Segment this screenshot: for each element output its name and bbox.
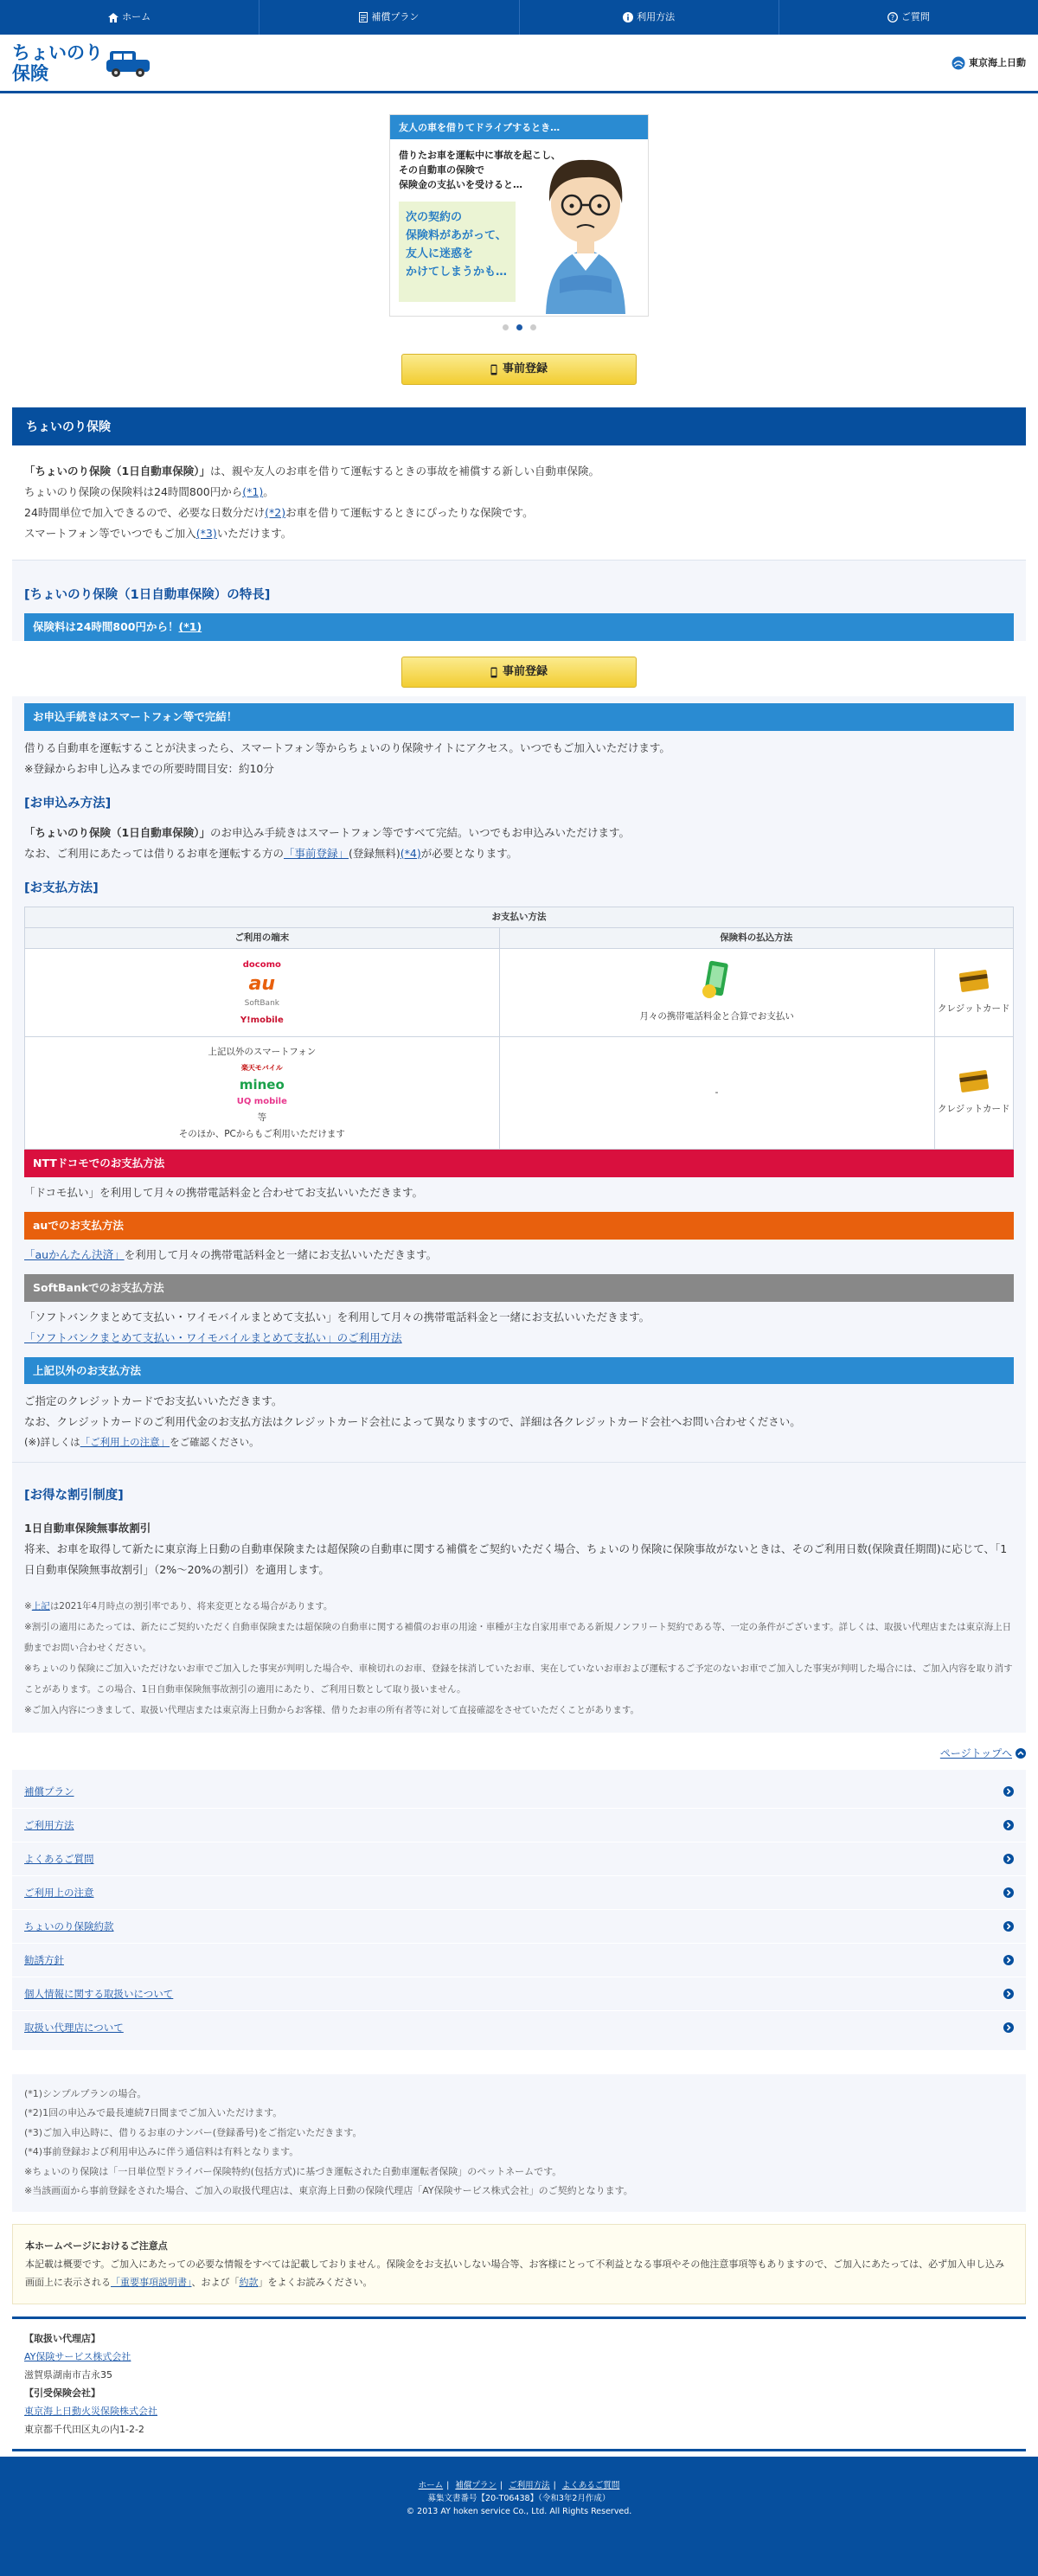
link-label[interactable]: 補償プラン <box>24 1785 74 1797</box>
intro-line: ちょいのり保険の保険料は24時間800円から <box>24 485 243 498</box>
slide-line: 友人に迷惑を <box>406 247 474 260</box>
important-matters-link[interactable]: 「重要事項説明書」 <box>111 2276 192 2288</box>
footnote: ※当該画面から事前登録をされた場合、ご加入の取扱代理店は、東京海上日動の保険代理店「AY保険サービス株式会社」のご契約となります。 <box>24 2185 633 2197</box>
insurer-address: 東京都千代田区丸の内1-2-2 <box>24 2423 144 2435</box>
discount-note: ※ご加入内容につきまして、取扱い代理店または東京海上日動からお客様、借りたお車の所有者等に対して直接確認をさせていただくことがあります。 <box>24 1704 640 1715</box>
discount-note: は2021年4月時点の割引率であり、将来変更となる場合があります。 <box>49 1600 333 1612</box>
link-label[interactable]: ちょいのり保険約款 <box>24 1919 114 1932</box>
features-section <box>12 561 1026 641</box>
footnote: (*3)ご加入申込時に、借りるお車のナンバー(登録番号)をご指定いただきます。 <box>24 2126 362 2138</box>
carousel-dot-active[interactable] <box>516 324 522 330</box>
table-header-method: 保険料の払込方法 <box>499 927 1013 948</box>
carousel-dot[interactable] <box>503 324 509 330</box>
other-pay-note: をご確認ください。 <box>170 1436 260 1449</box>
intro-line: は、親や友人のお車を借りて運転するときの事故を補償する新しい自動車保険。 <box>209 465 599 477</box>
apply-text: が必要となります。 <box>420 846 518 860</box>
link-label[interactable]: よくあるご質問 <box>24 1852 94 1865</box>
footnote-link-1[interactable]: (*1) <box>242 485 264 498</box>
link-label[interactable]: 勧誘方針 <box>24 1953 64 1966</box>
credit-card-icon <box>957 1068 991 1096</box>
main-section <box>12 407 1026 641</box>
link-item-agent[interactable] <box>12 2011 1026 2045</box>
logo-line2: 保険 <box>12 62 48 84</box>
slide-line: その自動車の保険で <box>399 164 484 176</box>
table-cell-na: - <box>499 1036 934 1149</box>
pre-register-button[interactable] <box>401 354 637 385</box>
features-title: [ちょいのり保険（1日自動車保険）の特長] <box>24 588 271 602</box>
footnote: (*4)事前登録および利用申込みに伴う通信料は有料となります。 <box>24 2146 299 2158</box>
discount-note: ※割引の適用にあたっては、新たにご契約いただく自動車保険または超保険の自動車に関する補償のお車の用途・車種が主な自家用車である新規ノンフリート契約である等、一定の条件がございます。詳しくは、取扱い代理店または東京海上日動までお問い合わせください。 <box>24 1621 1012 1653</box>
intro-line: 。 <box>263 485 274 498</box>
caution-box <box>12 2224 1026 2304</box>
discount-note: ※ちょいのり保険にご加入いただけないお車でご加入した事実が判明した場合や、車検切れのお車、登録を抹消していたお車、実在していないお車および運転するご予定のないお車でご加入した事実が判明した場合には、ご加入内容を取り消すことがあります。この場合、1日自動車保険無事故割引の適用にあたり、ご利用日数として取り扱いません。 <box>24 1663 1013 1695</box>
au-pay-link[interactable]: 「auかんたん決済」 <box>24 1247 125 1261</box>
feature-smartphone-bar: お申込手続きはスマートフォン等で完結！ <box>24 703 1014 731</box>
pagetop-label[interactable]: ページトップへ <box>939 1746 1012 1759</box>
worried-man-illustration <box>529 141 643 314</box>
slide-line: 借りたお車を運転中に事故を起こし、 <box>399 150 561 161</box>
svg-text:?: ? <box>890 14 894 22</box>
au-title: auでのお支払方法 <box>24 1212 1014 1240</box>
credit-card-text: クレジットカード <box>938 1104 1010 1115</box>
slide-line: 保険金の支払いを受けると… <box>399 179 522 190</box>
slide-heading: 友人の車を借りてドライブするとき… <box>390 115 648 139</box>
footer-links: ホーム | 補償プラン | ご利用方法 | よくあるご質問 <box>418 2481 620 2490</box>
terms-link[interactable]: 約款 <box>239 2276 259 2288</box>
carousel-slide[interactable] <box>389 114 649 317</box>
nav-faq-label: ご質問 <box>900 11 930 23</box>
nav-plan-label: 補償プラン <box>371 11 420 23</box>
etc-label: 等 <box>257 1112 267 1124</box>
table-header-device: ご利用の端末 <box>25 927 500 948</box>
apply-title: [お申込み方法] <box>24 797 112 811</box>
caution-text: 」をよくお読みください。 <box>258 2276 373 2288</box>
credit-card-icon <box>957 968 991 996</box>
softbank-title: SoftBankでのお支払方法 <box>24 1274 1014 1302</box>
apply-text: (登録無料) <box>349 846 400 860</box>
footnote: (*2)1回の申込みで最長連続7日間までご加入いただけます。 <box>24 2107 283 2119</box>
chevron-right-circle-icon <box>1003 1887 1014 1898</box>
au-text: を利用して月々の携帯電話料金と一緒にお支払いいただきます。 <box>124 1247 438 1261</box>
site-header <box>0 35 1038 93</box>
slide-line: 保険料があがって、 <box>406 229 507 242</box>
footnote: ※ちょいのり保険は「一日単位型ドライバー保険特約(包括方式)に基づき運転された自動車運転者保険」のペットネームです。 <box>24 2165 562 2177</box>
caution-title: 本ホームページにおけるご注意点 <box>25 2240 168 2252</box>
other-pay-title: 上記以外のお支払方法 <box>24 1357 1014 1385</box>
site-logo[interactable] <box>12 42 151 84</box>
intro-line: お車を借りて運転するときにぴったりな保険です。 <box>285 506 534 519</box>
discount-link[interactable]: 上記 <box>31 1600 50 1612</box>
feature-smartphone-text: 借りる自動車を運転することが決まったら、スマートフォン等からちょいのり保険サイトにアクセス。いつでもご加入いただけます。 <box>24 741 670 755</box>
footer-link-faq[interactable]: よくあるご質問 <box>561 2481 620 2490</box>
au-logo: au <box>248 972 276 995</box>
table-caption: お支払い方法 <box>25 907 1014 927</box>
link-item-plan[interactable] <box>12 1775 1026 1809</box>
logo-line1: ちょいのり <box>12 42 103 63</box>
chevron-right-circle-icon <box>1003 2022 1014 2033</box>
chevron-right-circle-icon <box>1003 1854 1014 1864</box>
slide-text-box <box>399 202 516 302</box>
footer-link-plan[interactable]: 補償プラン <box>455 2481 497 2490</box>
intro-line: スマートフォン等でいつでもご加入 <box>24 527 196 540</box>
chevron-right-circle-icon <box>1003 1989 1014 1999</box>
pay-title: [お支払方法] <box>24 881 99 895</box>
intro-text <box>12 445 1026 561</box>
footnotes <box>12 2074 1026 2212</box>
feature-price-text: 保険料は24時間800円から！ <box>33 620 179 634</box>
docomo-title: NTTドコモでのお支払方法 <box>24 1150 1014 1177</box>
copyright: © 2013 AY hoken service Co., Ltd. All Rights Reserved. <box>406 2507 632 2516</box>
agent-name-link[interactable]: AY保険サービス株式会社 <box>24 2350 131 2362</box>
product-name: 「ちょいのり保険（1日自動車保険）」 <box>24 825 210 839</box>
nav-usage-label: 利用方法 <box>637 11 676 23</box>
smartphone-icon <box>490 364 497 375</box>
link-item-policy[interactable] <box>12 1944 1026 1977</box>
main-section-2 <box>12 696 1026 1733</box>
link-label[interactable]: 取扱い代理店について <box>24 2022 124 2035</box>
pre-register-label: 事前登録 <box>502 362 548 375</box>
link-item-usage[interactable] <box>12 1809 1026 1842</box>
agent-heading: 【取扱い代理店】 <box>24 2332 100 2344</box>
softbank-logo: SoftBank <box>244 998 279 1008</box>
phone-coin-icon <box>702 960 733 1000</box>
arrow-up-circle-icon <box>1016 1748 1026 1759</box>
site-footer <box>0 2457 1038 2576</box>
hero-carousel <box>0 93 1038 385</box>
feature-price-bar <box>24 613 1014 641</box>
link-label[interactable]: ご利用方法 <box>24 1818 74 1831</box>
other-smartphone-label: 上記以外のスマートフォン <box>208 1046 317 1057</box>
softbank-text: 「ソフトバンクまとめて支払い・ワイモバイルまとめて支払い」を利用して月々の携帯電話料金と一緒にお支払いいただきます。 <box>24 1310 650 1323</box>
link-item-caution[interactable] <box>12 1876 1026 1910</box>
link-list <box>12 1770 1026 2050</box>
ymobile-logo: Y!mobile <box>240 1015 284 1025</box>
footnote-link-4[interactable]: (*4) <box>400 846 421 860</box>
footer-link-usage[interactable]: ご利用方法 <box>509 2481 550 2490</box>
top-nav <box>0 0 1038 35</box>
payment-table <box>24 907 1014 1150</box>
insurer-heading: 【引受保険会社】 <box>24 2387 100 2399</box>
footnote-link-1b[interactable]: (*1) <box>178 620 202 634</box>
softbank-usage-link[interactable]: 「ソフトバンクまとめて支払い・ワイモバイルまとめて支払い」のご利用方法 <box>24 1330 402 1344</box>
question-icon <box>887 12 898 22</box>
logo-text <box>12 42 103 84</box>
chevron-right-circle-icon <box>1003 1786 1014 1797</box>
table-cell-credit-2 <box>934 1036 1013 1149</box>
link-item-privacy[interactable] <box>12 1977 1026 2011</box>
doc-number: 募集文書番号【20-T06438】（令和3年2月作成） <box>427 2494 611 2503</box>
pc-note: そのほか、PCからもご利用いただけます <box>178 1128 345 1139</box>
mineo-logo: mineo <box>239 1077 285 1093</box>
caution-text: 、および「 <box>191 2276 240 2288</box>
footnote-link-3[interactable]: (*3) <box>195 527 217 540</box>
link-label[interactable]: ご利用上の注意 <box>24 1886 94 1899</box>
insurer-name-link[interactable]: 東京海上日動火災保険株式会社 <box>24 2405 157 2417</box>
smartphone-icon <box>490 667 497 678</box>
nav-home[interactable] <box>0 0 260 35</box>
table-cell-other-devices <box>25 1036 500 1149</box>
link-label[interactable]: 個人情報に関する取扱いについて <box>24 1987 174 2000</box>
partner-logo <box>952 54 1026 71</box>
home-icon <box>108 13 119 22</box>
apply-section <box>12 696 1026 1462</box>
discount-section <box>12 1462 1026 1732</box>
table-cell-carriers <box>25 948 500 1036</box>
product-name: 「ちょいのり保険（1日自動車保険）」 <box>24 465 210 477</box>
discount-title: [お得な割引制度] <box>24 1489 124 1503</box>
carousel-dots <box>0 324 1038 330</box>
footnote-link-2[interactable]: (*2) <box>265 506 286 519</box>
partner-name: 東京海上日動 <box>969 56 1026 68</box>
pagetop-link[interactable] <box>0 1733 1038 1770</box>
chevron-right-circle-icon <box>1003 1955 1014 1965</box>
car-icon <box>105 48 151 79</box>
link-item-faq[interactable] <box>12 1842 1026 1876</box>
slide-line: 次の契約の <box>406 211 463 224</box>
docomo-logo: docomo <box>242 959 281 970</box>
rakuten-logo: 楽天モバイル <box>240 1064 283 1073</box>
caution-link[interactable]: 「ご利用上の注意」 <box>80 1436 170 1449</box>
nav-home-label: ホーム <box>122 11 151 23</box>
chevron-right-circle-icon <box>1003 1921 1014 1932</box>
apply-text: のお申込み手続きはスマートフォン等ですべて完結。いつでもお申込みいただけます。 <box>209 825 630 839</box>
apply-text: なお、ご利用にあたっては借りるお車を運転する方の <box>24 846 285 860</box>
other-pay-note: (※)詳しくは <box>24 1436 80 1449</box>
agent-info <box>12 2316 1026 2451</box>
tokio-marine-mark-icon <box>952 56 965 70</box>
carrier-billing-text: 月々の携帯電話料金と合算でお支払い <box>639 1011 794 1022</box>
intro-line: いただけます。 <box>216 527 292 540</box>
slide-line: かけてしまうかも… <box>406 266 508 279</box>
pre-register-button-2[interactable] <box>401 657 637 688</box>
uq-logo: UQ mobile <box>236 1097 287 1107</box>
other-pay-text: なお、クレジットカードのご利用代金のお支払方法はクレジットカード会社によって異なりますので、詳細は各クレジットカード会社へお問い合わせください。 <box>24 1415 801 1429</box>
main-title: ちょいのり保険 <box>12 407 1026 445</box>
footer-link-home[interactable]: ホーム <box>418 2481 444 2490</box>
discount-text: 将来、お車を取得して新たに東京海上日動の自動車保険または超保険の自動車に関する補償をご契約いただく場合、ちょいのり保険に保険事故がないときは、そのご利用日数(保険責任期間)に応じて、「1日自動車保険無事故割引」（2%～20%の割引）を適用します。 <box>24 1541 1008 1576</box>
link-item-terms[interactable] <box>12 1910 1026 1944</box>
table-cell-carrier-billing <box>499 948 934 1036</box>
credit-card-text: クレジットカード <box>938 1003 1010 1015</box>
nav-plan[interactable] <box>260 0 519 35</box>
other-pay-text: ご指定のクレジットカードでお支払いいただきます。 <box>24 1394 283 1408</box>
feature-smartphone-time: ※登録からお申し込みまでの所要時間目安：約10分 <box>24 762 274 776</box>
caution-text: 本記載は概要です。ご加入にあたっての必要な情報をすべては記載しておりません。保険金をお支払いしない場合等、お客様にとって不利益となる事項やその他注意事項等もありますので、ご加入にあたっては、必ず加入申し込み画面上に表示される <box>25 2258 1005 2288</box>
intro-line: 24時間単位で加入できるので、必要な日数分だけ <box>24 506 266 519</box>
pre-register-link[interactable]: 「事前登録」 <box>284 846 349 860</box>
pre-register-label: 事前登録 <box>502 664 548 678</box>
carousel-dot[interactable] <box>530 324 536 330</box>
table-cell-credit <box>934 948 1013 1036</box>
nav-usage[interactable] <box>520 0 779 35</box>
info-icon <box>623 12 633 22</box>
agent-address: 滋賀県湖南市吉永35 <box>24 2368 112 2381</box>
discount-note: ※ <box>24 1600 32 1612</box>
footnote: (*1)シンプルプランの場合。 <box>24 2087 147 2099</box>
document-icon <box>359 12 368 22</box>
docomo-text: 「ドコモ払い」を利用して月々の携帯電話料金と合わせてお支払いいただきます。 <box>24 1185 424 1199</box>
nav-faq[interactable] <box>779 0 1038 35</box>
chevron-right-circle-icon <box>1003 1820 1014 1830</box>
discount-subtitle: 1日自動車保険無事故割引 <box>24 1521 151 1535</box>
